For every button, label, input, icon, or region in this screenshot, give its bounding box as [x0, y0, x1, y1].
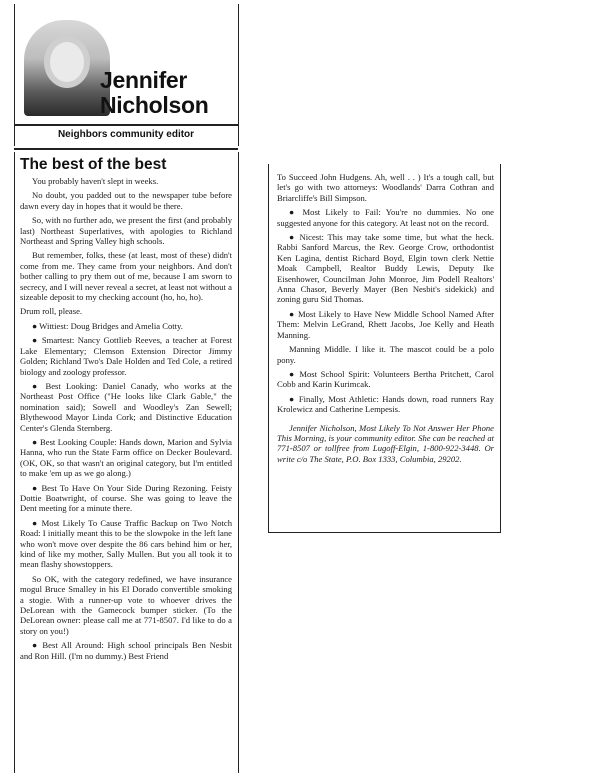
column-left-rule: [14, 152, 15, 773]
column-two-body: [277, 172, 494, 468]
paragraph: ● Most School Spirit: Volunteers Bertha Pritchett, Carol Cobb and Karin Kurimcak.: [277, 368, 494, 390]
subtitle-rule: [14, 148, 238, 150]
paragraph: Drum roll, please.: [20, 306, 83, 317]
column-right-rule: [238, 152, 239, 773]
author-face: [50, 42, 84, 82]
paragraph: ● Best Looking Couple: Hands down, Marion and Sylvia Hanna, who run the State Farm office on Decker Boulevard. (OK, OK, so that wasn't an original category, but I'm entitled to make 'em up as we go along.): [20, 436, 232, 479]
page-title: The best of the best: [20, 156, 167, 173]
paragraph: To Succeed John Hudgens. Ah, well . . ) It's a tough call, but let's go with two attorneys: Woodlands' Darra Cothran and Briarcliffe's Bill Simpson.: [277, 172, 494, 203]
column-two: [268, 164, 501, 533]
paragraph: You probably haven't slept in weeks.: [32, 176, 159, 186]
paragraph: ● Most Likely to Fail: You're no dummies. No one suggested anyone for this category. At least not on the record.: [277, 207, 494, 228]
author-photo: [24, 20, 110, 116]
name-rule: [14, 124, 238, 126]
paragraph: ● Most Likely To Cause Traffic Backup on Two Notch Road: I initially meant this to be the slowpoke in the left lane who won't move over despite the 86 cars behind him or her, kind of like my mother, Sally Mullen. But you all took it to mean flashy showstoppers.: [20, 517, 232, 570]
paragraph: Manning Middle. I like it. The mascot could be a polo pony.: [277, 344, 494, 365]
paragraph: ● Smartest: Nancy Gottlieb Reeves, a teacher at Forest Lake Elementary; Clemson Extension Director Jimmy Golden; Richland Two's Dale Holden and Ted Cole, a retired biology and zoology professor.: [20, 335, 232, 377]
paragraph: No doubt, you padded out to the newspaper tube before dawn every day in hopes that it would be there.: [20, 190, 232, 211]
paragraph: So, with no further ado, we present the first (and probably last) Northeast Superlatives, with apologies to Richland Northeast and Spring Valley high schools.: [20, 215, 232, 247]
paragraph: ● Finally, Most Athletic: Hands down, road runners Ray Krolewicz and Catherine Lempesis.: [277, 393, 494, 415]
author-name: [100, 68, 240, 118]
author-signature: Jennifer Nicholson, Most Likely To Not Answer Her Phone This Morning, is your community editor. She can be reached at 771-8507 or tollfree from Lugoff-Elgin, 1-800-922-3448. Or write c/o The State, P.O. Box 1333, Columbia, 29202.: [277, 422, 494, 464]
paragraph: But remember, folks, these (at least, most of these) didn't come from me. They came from your neighbors. And don't bother calling to pry them out of me, because I am sworn to secrecy, and I will never reveal a secret, at least not without a sizeable deposit to my checking account (ho, ho, ho).: [20, 250, 232, 303]
author-first-name: Jennifer: [100, 67, 188, 93]
author-role: Neighbors community editor: [57, 129, 195, 140]
paragraph: ● Best To Have On Your Side During Rezoning. Feisty Dottie Boatwright, of course. She was going to leave the Dent meeting for a minute there.: [20, 482, 232, 514]
paragraph: ● Best All Around: High school principals Ben Nesbit and Ron Hill. (I'm no dummy.) Best Friend: [20, 640, 232, 661]
paragraph: ● Wittiest: Doug Bridges and Amelia Cotty.: [32, 320, 183, 331]
paragraph: ● Most Likely to Have New Middle School Named After Them: Melvin LeGrand, Rhett Jacobs, Joe Kelly and Heath Manning.: [277, 308, 494, 340]
author-last-name: Nicholson: [100, 92, 209, 118]
paragraph: ● Nicest: This may take some time, but what the heck. Rabbi Sanford Marcus, the Rev. George Crow, orthodontist Ken Lagina, dentist Richard Boyd, Elgin town clerk Nettie Moak Campbell, Realtor Buddy Lewis, Deputy Ike Eisenhower, Councilman John Monroe, Jim Podell Realtors' Anna Chasor, Beverly Mayer (Ben Nesbit's sidekick) and zoning guru Sid Thomas.: [277, 232, 494, 305]
column-one-body: [20, 176, 232, 665]
paragraph: So OK, with the category redefined, we have insurance mogul Bruce Smalley in his El Dorado convertible smoking a stogie. With a runner-up vote to whoever drives the DeLorean with the Gamecock bumper sticker. (To the DeLorean owner: please call me at 771-8507. I'd like to do a story on you!): [20, 573, 232, 636]
paragraph: ● Best Looking: Daniel Canady, who works at the Northeast Post Office ("He looks like Clark Gable," the nomination said); Sowell and Woodley's Zan Sewell; Blythewood Mayor Linda Cork; and Distinctive Education Center's Glenda Sternberg.: [20, 380, 232, 433]
